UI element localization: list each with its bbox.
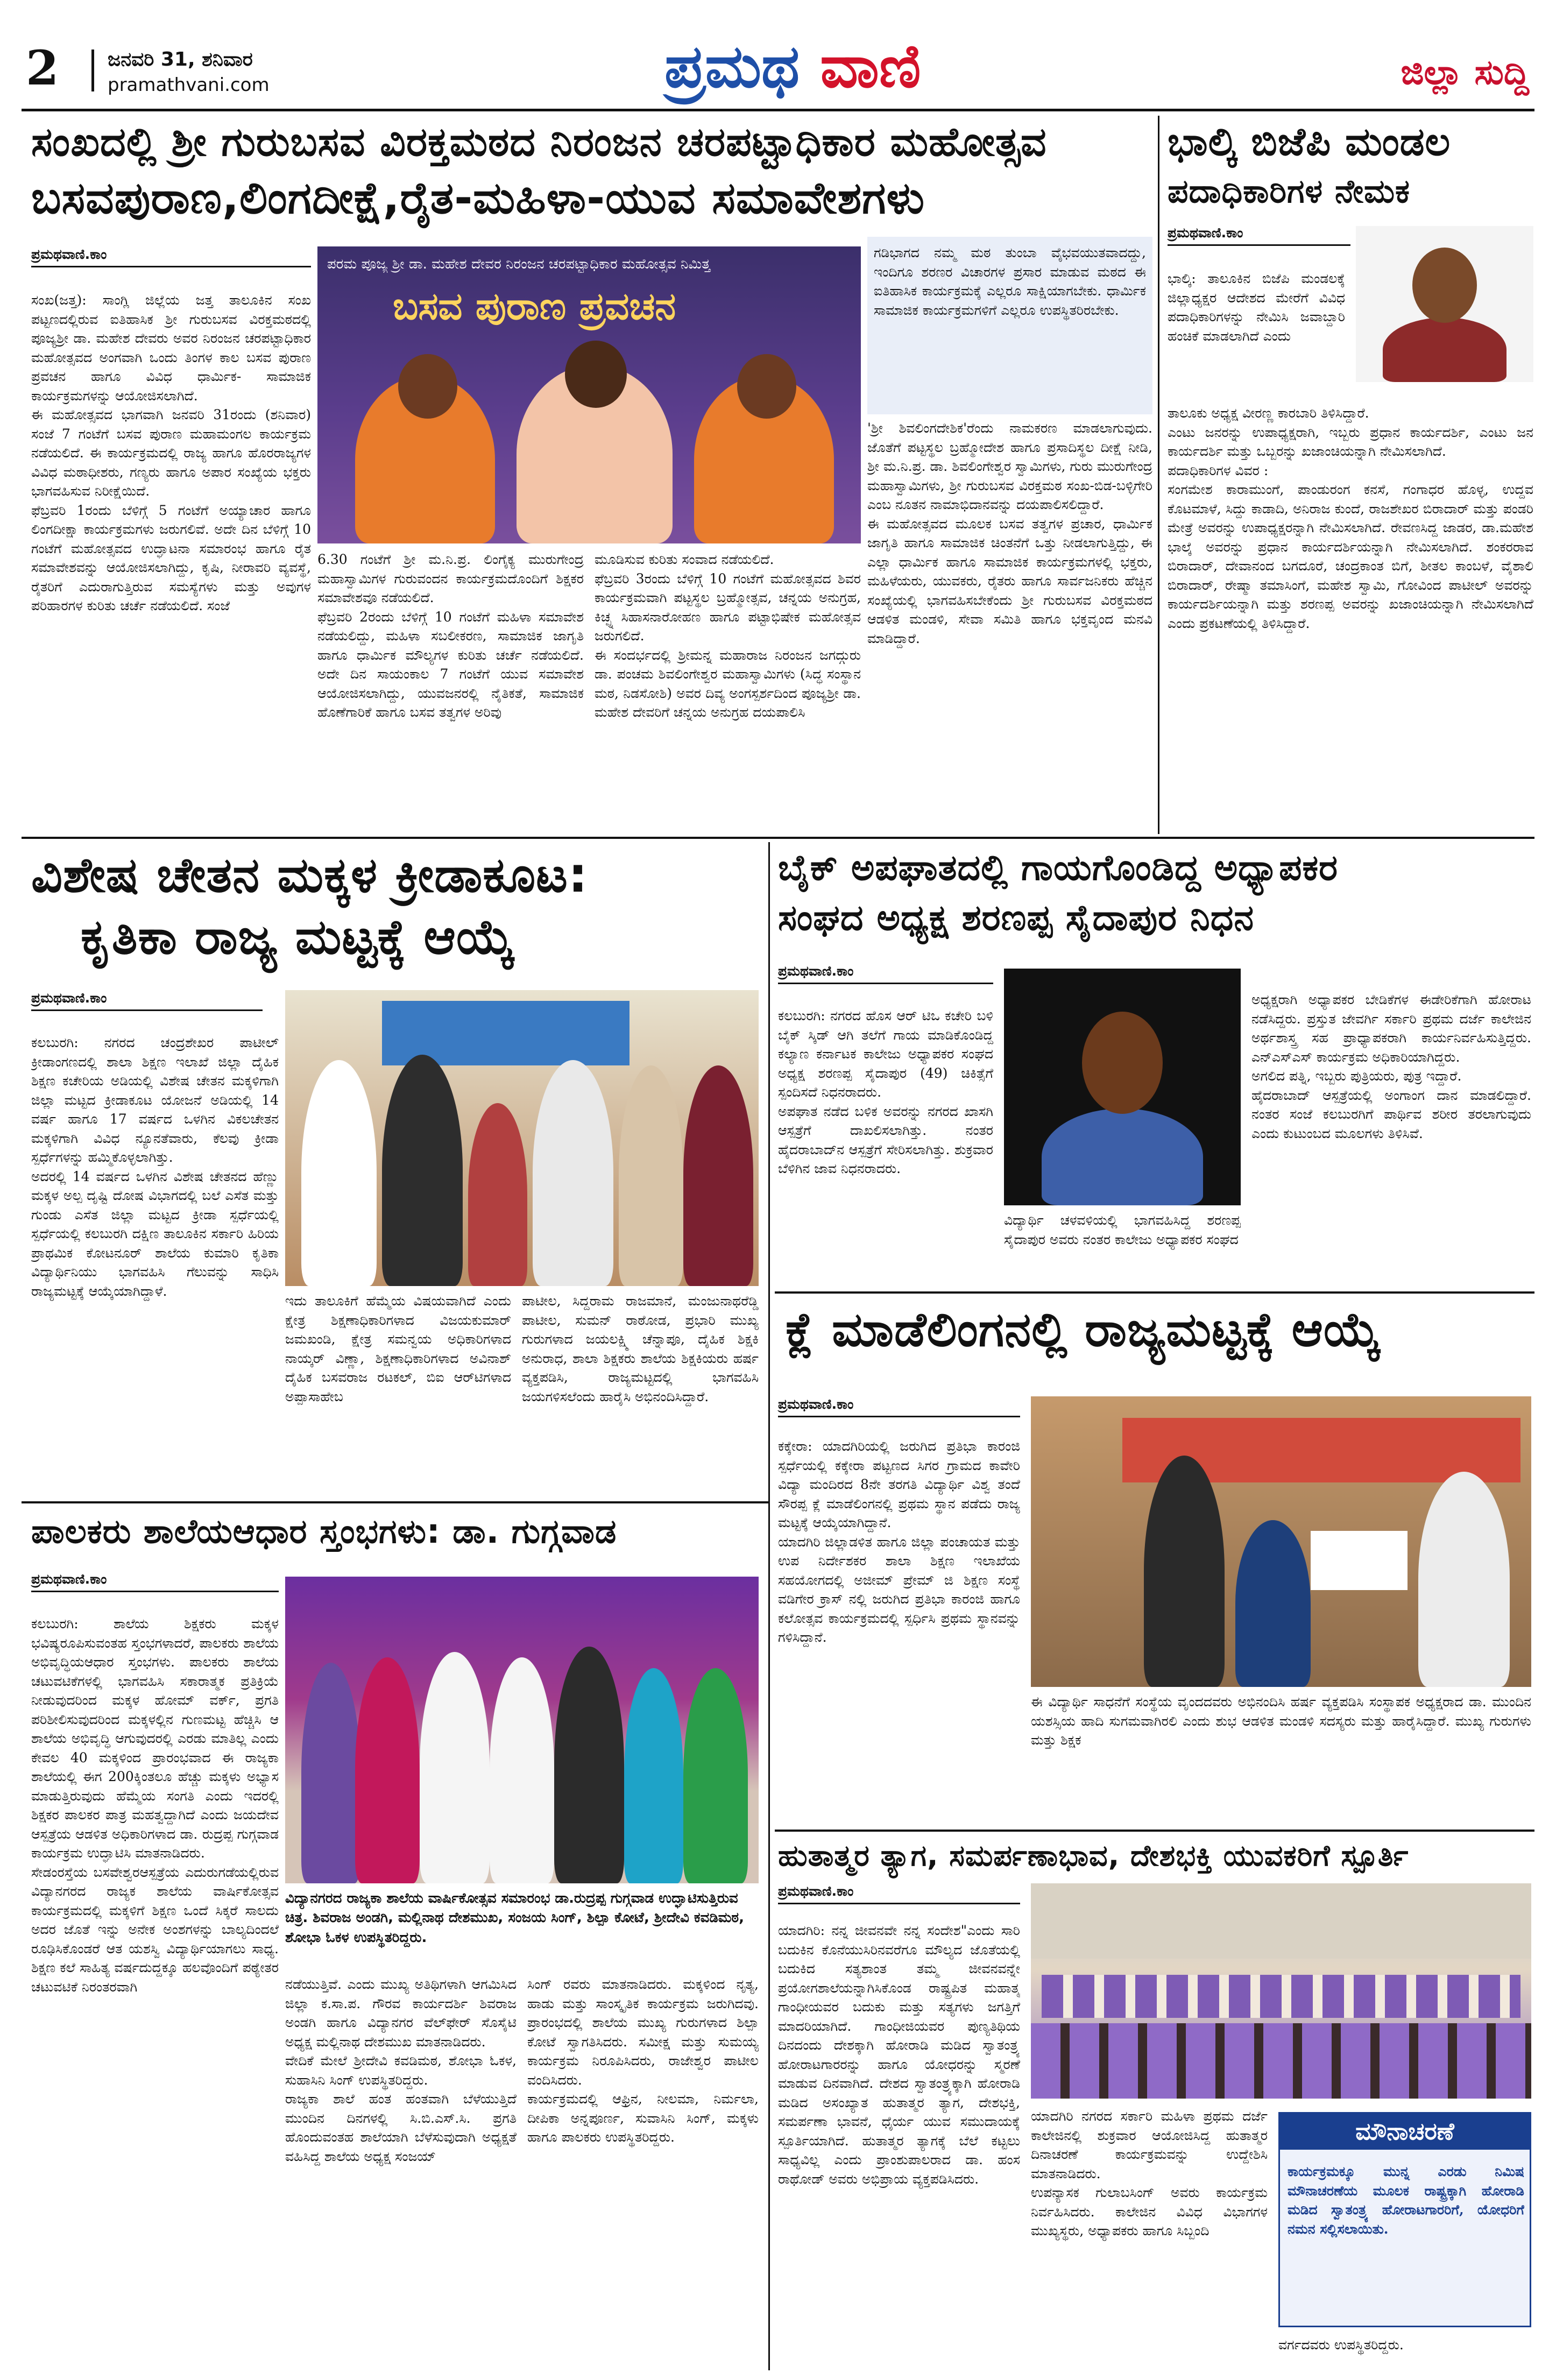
column-rule xyxy=(768,842,770,2370)
section-rule xyxy=(22,837,1534,839)
masthead xyxy=(22,0,1534,108)
story5-column2: ಈ ವಿದ್ಯಾರ್ಥಿ ಸಾಧನೆಗೆ ಸಂಸ್ಥೆಯ ವೃಂದದವರು ಅಭಿನಂದಿಸಿ ಹರ್ಷ ವ್ಯಕ್ತಪಡಿಸಿ ಸಂಸ್ಥಾಪಕ ಅಧ್ಯಕ್ಷರಾದ ಡಾ. ಮುಂದಿನ ಯಶಸ್ಸಿಯ ಹಾದಿ ಸುಗಮವಾಗಿರಲಿ ಎಂದು ಶುಭ ಆಡಳಿತ ಮಂಡಳಿ ಸದಸ್ಯರು ಮತ್ತು ಹಾರೈಸಿದ್ದಾರೆ. ಮುಖ್ಯ ಗುರುಗಳು ಮತ್ತು ಶಿಕ್ಷಕ xyxy=(1031,1694,1531,1748)
maunacharane-box xyxy=(1278,2112,1531,2327)
section-rule xyxy=(22,1501,769,1503)
story1-headline-line1: ಸಂಖದಲ್ಲಿ ಶ್ರೀ ಗುರುಬಸವ ವಿರಕ್ತಮಠದ ನಿರಂಜನ ಚರಪಟ್ಟಾಧಿಕಾರ ಮಹೋತ್ಸವ xyxy=(31,119,1047,165)
person-2 xyxy=(355,1657,420,1883)
section-rule xyxy=(775,1291,1534,1294)
certificate xyxy=(1311,1531,1408,1590)
story1-banner-title: ಬಸವ ಪುರಾಣ ಪ್ರವಚನ xyxy=(393,284,676,328)
edition-date: ಜನವರಿ 31, ಶನಿವಾರ xyxy=(108,48,253,70)
portrait-head xyxy=(1082,1012,1163,1114)
story4-byline: ಪ್ರಮಥವಾಣಿ.ಕಾಂ xyxy=(778,963,993,984)
building-background xyxy=(1031,1883,1531,1959)
story6-photo-caption: ವಿದ್ಯಾನಗರದ ರಾಜ್ಯಕಾ ಶಾಲೆಯ ವಾರ್ಷಿಕೋತ್ಸವ ಸಮಾರಂಭ ಡಾ.ರುದ್ರಪ್ಪ ಗುಗ್ಗವಾಡ ಉದ್ಘಾಟಿಸುತ್ತಿರುವ ಚಿತ್ರ. ಶಿವರಾಜ ಅಂಡಗಿ, ಮಲ್ಲಿನಾಥ ದೇಶಮುಖ, ಸಂಜಯ ಸಿಂಗ್, ಶಿಲ್ಪಾ ಕೋಟೆ, ಶ್ರೀದೇವಿ ಕವಡಿಮಠ, ಶೋಭಾ ಓಕಳ ಉಪಸ್ಥಿತರಿದ್ದರು. xyxy=(285,1890,745,1946)
person-2 xyxy=(382,1055,463,1286)
story4-column1: ಕಲಬುರಗಿ: ನಗರದ ಹೊಸ ಆರ್ ಟಿಒ ಕಚೇರಿ ಬಳಿ ಬೈಕ್ ಸ್ಕಿಡ್ ಆಗಿ ತಲೆಗೆ ಗಾಯ ಮಾಡಿಕೊಂಡಿದ್ದ ಕಲ್ಯಾಣ ಕರ್ನಾಟಕ ಕಾಲೇಜು ಅಧ್ಯಾಪಕರ ಸಂಘದ ಅಧ್ಯಕ್ಷ ಶರಣಪ್ಪ ಸೈದಾಪುರ (49) ಚಿಕಿತ್ಸೆಗೆ ಸ್ಪಂದಿಸದೆ ನಿಧನರಾದರು. ಅಪಘಾತ ನಡೆದ ಬಳಿಕ ಅವರನ್ನು ನಗರದ ಖಾಸಗಿ ಆಸ್ಪತ್ರೆಗೆ ದಾಖಲಿಸಲಾಗಿತ್ತು. ನಂತರ ಹೈದರಾಬಾದ್‌ನ ಆಸ್ಪತ್ರೆಗೆ ಸೇರಿಸಲಾಗಿತ್ತು. ಶುಕ್ರವಾರ ಬೆಳಿಗಿನ ಜಾವ ನಿಧನರಾದರು. xyxy=(778,1008,993,1176)
portrait-shirt xyxy=(1042,1108,1203,1205)
story3-column1: ಕಲಬುರಗಿ: ನಗರದ ಚಂದ್ರಶೇಖರ ಪಾಟೀಲ್ ಕ್ರೀಡಾಂಗಣದಲ್ಲಿ ಶಾಲಾ ಶಿಕ್ಷಣ ಇಲಾಖೆ ಜಿಲ್ಲಾ ದೈಹಿಕ ಶಿಕ್ಷಣ ಕಚೇರಿಯ ಅಡಿಯಲ್ಲಿ ವಿಶೇಷ ಚೇತನ ಮಕ್ಕಳಿಗಾಗಿ ಜಿಲ್ಲಾ ಮಟ್ಟದ ಕ್ರೀಡಾಕೂಟ ಯೋಜನೆ ಅಡಿಯಲ್ಲಿ 14 ವರ್ಷ ಹಾಗೂ 17 ವರ್ಷದ ಒಳಗಿನ ವಿಕಲಚೇತನ ಮಕ್ಕಳಿಗಾಗಿ ವಿವಿಧ ನ್ಯೂನತೆವಾರು, ಕೆಲವು ಕ್ರೀಡಾ ಸ್ಪರ್ಧೆಗಳನ್ನು ಹಮ್ಮಿಕೊಳ್ಳಲಾಗಿತ್ತು. ಅದರಲ್ಲಿ 14 ವರ್ಷದ ಒಳಗಿನ ವಿಶೇಷ ಚೇತನದ ಹೆಣ್ಣು ಮಕ್ಕಳ ಅಲ್ಪ ದೃಷ್ಟಿ ದೋಷ ವಿಭಾಗದಲ್ಲಿ ಬಲೆ ಎಸೆತ ಮತ್ತು ಗುಂಡು ಎಸೆತ ಜಿಲ್ಲಾ ಮಟ್ಟದ ಕ್ರೀಡಾ ಸ್ಪರ್ಧೆಯಲ್ಲಿ ಸ್ಪರ್ಧೆಯಲ್ಲಿ ಕಲಬುರಗಿ ದಕ್ಷಿಣ ತಾಲೂಕಿನ ಸರ್ಕಾರಿ ಹಿರಿಯ ಪ್ರಾಥಮಿಕ ಕೋಟನೂರ್ ಶಾಲೆಯ ಕುಮಾರಿ ಕೃತಿಕಾ ವಿದ್ಯಾರ್ಥಿನಿಯು ಭಾಗವಹಿಸಿ ಗೆಲುವನ್ನು ಸಾಧಿಸಿ ರಾಜ್ಯಮಟ್ಟಕ್ಕೆ ಆಯ್ಕೆಯಾಗಿದ್ದಾಳೆ. xyxy=(31,1035,279,1299)
paper-title-part1: ಪ್ರಮಥ xyxy=(664,32,800,101)
person-5 xyxy=(683,1065,753,1286)
person-left xyxy=(1144,1456,1225,1687)
story2-portrait xyxy=(1356,226,1533,382)
section-rule xyxy=(775,1830,1534,1832)
portrait-head xyxy=(1412,248,1477,323)
story5-byline: ಪ್ರಮಥವಾಣಿ.ಕಾಂ xyxy=(778,1396,1020,1417)
story4-headline-line2: ಸಂಘದ ಅಧ್ಯಕ್ಷ ಶರಣಪ್ಪ ಸೈದಾಪುರ ನಿಧನ xyxy=(778,897,1255,938)
story7-byline: ಪ್ರಮಥವಾಣಿ.ಕಾಂ xyxy=(778,1883,1020,1904)
story6-byline: ಪ್ರಮಥವಾಣಿ.ಕಾಂ xyxy=(31,1571,279,1592)
story4-column2: ಅಧ್ಯಕ್ಷರಾಗಿ ಅಧ್ಯಾಪಕರ ಬೇಡಿಕೆಗಳ ಈಡೇರಿಕೆಗಾಗಿ ಹೋರಾಟ ನಡೆಸಿದ್ದರು. ಪ್ರಸ್ತುತ ಜೇವರ್ಗಿ ಸರ್ಕಾರಿ ಪ್ರಥಮ ದರ್ಜೆ ಕಾಲೇಜಿನ ಅರ್ಥಶಾಸ್ತ್ರ ಸಹ ಪ್ರಾಧ್ಯಾಪಕರಾಗಿ ಕಾರ್ಯನಿರ್ವಹಿಸುತ್ತಿದ್ದರು. ಎನ್‌ಎಸ್‌ಎಸ್ ಕಾರ್ಯಕ್ರಮ ಅಧಿಕಾರಿಯಾಗಿದ್ದರು. ಅಗಲಿದ ಪತ್ನಿ, ಇಬ್ಬರು ಪುತ್ರಿಯರು, ಪುತ್ರ ಇದ್ದಾರೆ. ಹೈದರಾಬಾದ್ ಆಸ್ಪತ್ರೆಯಲ್ಲಿ ಅಂಗಾಂಗ ದಾನ ಮಾಡಲಿದ್ದಾರೆ. ನಂತರ ಸಂಜೆ ಕಲಬುರಗಿಗೆ ಪಾರ್ಥಿವ ಶರೀರ ತರಲಾಗುವುದು ಎಂದು ಕುಟುಂಬದ ಮೂಲಗಳು ತಿಳಿಸಿವೆ. xyxy=(1251,992,1531,1141)
person-4 xyxy=(619,1065,683,1286)
story3-byline: ಪ್ರಮಥವಾಣಿ.ಕಾಂ xyxy=(31,990,263,1011)
story2-intro: ಭಾಲ್ಕಿ: ತಾಲೂಕಿನ ಬಿಜೆಪಿ ಮಂಡಲಕ್ಕೆ ಜಿಲ್ಲಾಧ್ಯಕ್ಷರ ಆದೇಶದ ಮೇರೆಗೆ ವಿವಿಧ ಪದಾಧಿಕಾರಿಗಳನ್ನು ನೇಮಿಸಿ ಜವಾಬ್ದಾರಿ ಹಂಚಿಕೆ ಮಾಡಲಾಗಿದೆ ಎಂದು xyxy=(1168,271,1345,344)
students-row-back xyxy=(1042,1975,1520,2018)
section-label: ಜಿಲ್ಲಾ ಸುದ್ದಿ xyxy=(1401,53,1529,93)
paper-title xyxy=(664,32,921,101)
story3-headline-line1: ವಿಶೇಷ ಚೇತನ ಮಕ್ಕಳ ಕ್ರೀಡಾಕೂಟ: xyxy=(31,847,588,903)
maunacharane-text: ಕಾರ್ಯಕ್ರಮಕ್ಕೂ ಮುನ್ನ ಎರಡು ನಿಮಿಷ ಮೌನಾಚರಣೆಯ ಮೂಲಕ ರಾಷ್ಟ್ರಕ್ಕಾಗಿ ಹೋರಾಡಿ ಮಡಿದ ಸ್ವಾತಂತ್ರ್ಯ ಹೋರಾಟಗಾರರಿಗೆ, ಯೋಧರಿಗೆ ನಮನ ಸಲ್ಲಿಸಲಾಯಿತು. xyxy=(1288,2164,1524,2237)
swami-right-head xyxy=(737,354,796,419)
paper-title-part2: ವಾಣಿ xyxy=(820,32,921,101)
story1-column1: ಸಂಖ(ಜತ್ತ): ಸಾಂಗ್ಲಿ ಜಿಲ್ಲೆಯ ಜತ್ತ ತಾಲೂಕಿನ ಸಂಖ ಪಟ್ಟಣದಲ್ಲಿರುವ ಐತಿಹಾಸಿಕ ಶ್ರೀ ಗುರುಬಸವ ವಿರಕ್ತಮಠದಲ್ಲಿ ಪೂಜ್ಯಶ್ರೀ ಡಾ. ಮಹೇಶ ದೇವರು ಅವರ ನಿರಂಜನ ಚರಪಟ್ಟಾಧಿಕಾರ ಮಹೋತ್ಸವದ ಅಂಗವಾಗಿ ಒಂದು ತಿಂಗಳ ಕಾಲ ಬಸವ ಪುರಾಣ ಪ್ರವಚನ ಹಾಗೂ ವಿವಿಧ ಧಾರ್ಮಿಕ- ಸಾಮಾಜಿಕ ಕಾರ್ಯಕ್ರಮಗಳನ್ನು ಆಯೋಜಿಸಲಾಗಿದೆ. ಈ ಮಹೋತ್ಸವದ ಭಾಗವಾಗಿ ಜನವರಿ 31ರಂದು (ಶನಿವಾರ) ಸಂಜೆ 7 ಗಂಟೆಗೆ ಬಸವ ಪುರಾಣ ಮಹಾಮಂಗಲ ಕಾರ್ಯಕ್ರಮ ನಡೆಯಲಿದೆ. ಈ ಕಾರ್ಯಕ್ರಮದಲ್ಲಿ ರಾಜ್ಯ ಹಾಗೂ ಹೊರರಾಜ್ಯಗಳ ವಿವಿಧ ಮಠಾಧೀಶರು, ಗಣ್ಯರು ಹಾಗೂ ಅಪಾರ ಸಂಖ್ಯೆಯ ಭಕ್ತರು ಭಾಗವಹಿಸುವ ನಿರೀಕ್ಷೆಯಿದೆ. ಫೆಬ್ರವರಿ 1ರಂದು ಬೆಳಿಗ್ಗೆ 5 ಗಂಟೆಗೆ ಅಯ್ಯಾಚಾರ ಹಾಗೂ ಲಿಂಗದೀಕ್ಷಾ ಕಾರ್ಯಕ್ರಮಗಳು ಜರುಗಲಿವೆ. ಅದೇ ದಿನ ಬೆಳಿಗ್ಗೆ 10 ಗಂಟೆಗೆ ಮಹೋತ್ಸವದ ಉದ್ಘಾಟನಾ ಸಮಾರಂಭ ಹಾಗೂ ರೈತ ಸಮಾವೇಶವನ್ನು ಆಯೋಜಿಸಲಾಗಿದ್ದು, ಕೃಷಿ, ನೀರಾವರಿ ವ್ಯವಸ್ಥೆ, ರೈತರಿಗೆ ಎದುರಾಗುತ್ತಿರುವ ಸಮಸ್ಯೆಗಳು ಮತ್ತು ಅವುಗಳ ಪರಿಹಾರಗಳ ಕುರಿತು ಚರ್ಚೆ ನಡೆಯಲಿದೆ. ಸಂಜೆ xyxy=(31,292,311,613)
person-3 xyxy=(420,1652,490,1883)
story3-headline-line2: ಕೃತಿಕಾ ರಾಜ್ಯ ಮಟ್ಟಕ್ಕೆ ಆಯ್ಕೆ xyxy=(81,909,515,965)
person-1 xyxy=(301,1663,360,1883)
website-link[interactable]: pramathvani.com xyxy=(108,74,270,96)
story7-headline: ಹುತಾತ್ಮರ ತ್ಯಾಗ, ಸಮರ್ಪಣಾಭಾವ, ದೇಶಭಕ್ತಿ ಯುವಕರಿಗೆ ಸ್ಪೂರ್ತಿ xyxy=(778,1839,1409,1873)
story3-photo xyxy=(285,990,759,1286)
masthead-rule xyxy=(22,109,1534,111)
story4-portrait xyxy=(1004,969,1241,1205)
story3-column3: ಪಾಟೀಲ, ಸಿದ್ದರಾಮ ರಾಜಮಾನೆ, ಮಂಜುನಾಥರೆಡ್ಡಿ ಪಾಟೀಲ, ಸುಮನ್ ರಾಠೋಡ, ಪ್ರಭಾರಿ ಮುಖ್ಯ ಗುರುಗಳಾದ ಜಯಲಕ್ಷ್ಮಿ ಚೆನ್ನಾಪೂ, ದೈಹಿಕ ಶಿಕ್ಷಕಿ ಅನುರಾಧ, ಶಾಲಾ ಶಿಕ್ಷಕರು ಶಾಲೆಯ ಶಿಕ್ಷಕಿಯರು ಹರ್ಷ ವ್ಯಕ್ತಪಡಿಸಿ, ರಾಜ್ಯಮಟ್ಟದಲ್ಲಿ ಭಾಗವಹಿಸಿ ಜಯಗಳಿಸಲೆಂದು ಹಾರೈಸಿ ಅಭಿನಂದಿಸಿದ್ದಾರೆ. xyxy=(522,1293,759,1404)
story6-column1: ಕಲಬುರಗಿ: ಶಾಲೆಯ ಶಿಕ್ಷಕರು ಮಕ್ಕಳ ಭವಿಷ್ಯರೂಪಿಸುವಂತಹ ಸ್ತಂಭಗಳಾದರೆ, ಪಾಲಕರು ಶಾಲೆಯ ಅಭಿವೃದ್ಧಿಯಆಧಾರ ಸ್ತಂಭಗಳು. ಪಾಲಕರು ಶಾಲೆಯ ಚಟುವಟಿಕೆಗಳಲ್ಲಿ ಭಾಗವಹಿಸಿ ಸಕಾರಾತ್ಮಕ ಪ್ರತಿಕ್ರಿಯೆ ನೀಡುವುದರಿಂದ ಮಕ್ಕಳ ಹೋಮ್ ವರ್ಕ್, ಪ್ರಗತಿ ಪರಿಶೀಲಿಸುವುದರಿಂದ ಮಕ್ಕಳಲ್ಲಿನ ಗುಣಮಟ್ಟ ಹೆಚ್ಚಿಸಿ ಆ ಶಾಲೆಯ ಅಭಿವೃದ್ಧಿ ಆಗುವುದರಲ್ಲಿ ಎರಡು ಮಾತಿಲ್ಲ ಎಂದು ಕೇವಲ 40 ಮಕ್ಕಳಿಂದ ಪ್ರಾರಂಭವಾದ ಈ ರಾಜ್ಯಕಾ ಶಾಲೆಯಲ್ಲಿ ಈಗ 200ಕ್ಕಿಂತಲೂ ಹೆಚ್ಚು ಮಕ್ಕಳು ಅಭ್ಯಾಸ ಮಾಡುತ್ತಿರುವುದು ಹೆಮ್ಮೆಯ ಸಂಗತಿ ಎಂದು ಇದರಲ್ಲಿ ಶಿಕ್ಷಕರ ಪಾಲಕರ ಪಾತ್ರ ಮಹತ್ವದ್ದಾಗಿದೆ ಎಂದು ಜಯದೇವ ಆಸ್ಪತ್ರೆಯ ಆಡಳಿತ ಅಧಿಕಾರಿಗಳಾದ ಡಾ. ರುದ್ರಪ್ಪ ಗುಗ್ಗವಾಡ ಕಾರ್ಯಕ್ರಮ ಉದ್ಘಾಟಿಸಿ ಮಾತನಾಡಿದರು. ಸೇಡಂರಸ್ತೆಯ ಬಸವೇಶ್ವರಆಸ್ಪತ್ರೆಯ ಎದುರುಗಡೆಯಲ್ಲಿರುವ ವಿದ್ಯಾನಗರದ ರಾಜ್ಯಕ ಶಾಲೆಯ ವಾರ್ಷಿಕೋತ್ಸವ ಕಾರ್ಯಕ್ರಮದಲ್ಲಿ ಮಕ್ಕಳಿಗೆ ಶಿಕ್ಷಣ ಒಂದೆ ಸಿಕ್ಕರೆ ಸಾಲದು ಅದರ ಜೊತೆ ಇನ್ನು ಅನೇಕ ಅಂಶಗಳನ್ನು ಬಾಲ್ಯದಿಂದಲೆ ರೂಢಿಸಿಕೊಂಡರೆ ಆತ ಯಶಸ್ವಿ ವಿದ್ಯಾರ್ಥಿಯಾಗಲು ಸಾಧ್ಯ. ಶಿಕ್ಷಣ ಕಲೆ ಸಾಹಿತ್ಯ ವರ್ಷದುದ್ದಕ್ಕೂ ಹಲವೊಂದಿಗೆ ಪಠ್ಯೇತರ ಚಟುವಟಿಕೆ ನಿರಂತರವಾಗಿ xyxy=(31,1616,279,1995)
swami-center-head xyxy=(565,341,627,408)
person-right xyxy=(1418,1472,1510,1687)
person-5 xyxy=(554,1647,624,1883)
story1-column2: 6.30 ಗಂಟೆಗೆ ಶ್ರೀ ಮ.ನಿ.ಪ್ರ. ಲಿಂಗೈಕ್ಯ ಮುರುಗೇಂದ್ರ ಮಹಾಸ್ವಾಮಿಗಳ ಗುರುವಂದನ ಕಾರ್ಯಕ್ರಮದೊಂದಿಗೆ ಶಿಕ್ಷಕರ ಸಮಾವೇಶವೂ ನಡೆಯಲಿದೆ. ಫೆಬ್ರವರಿ 2ರಂದು ಬೆಳಿಗ್ಗೆ 10 ಗಂಟೆಗೆ ಮಹಿಳಾ ಸಮಾವೇಶ ನಡೆಯಲಿದ್ದು, ಮಹಿಳಾ ಸಬಲೀಕರಣ, ಸಾಮಾಜಿಕ ಜಾಗೃತಿ ಹಾಗೂ ಧಾರ್ಮಿಕ ಮೌಲ್ಯಗಳ ಕುರಿತು ಚರ್ಚೆ ನಡೆಯಲಿದೆ. ಅದೇ ದಿನ ಸಾಯಂಕಾಲ 7 ಗಂಟೆಗೆ ಯುವ ಸಮಾವೇಶ ಆಯೋಜಿಸಲಾಗಿದ್ದು, ಯುವಜನರಲ್ಲಿ ನೈತಿಕತೆ, ಸಾಮಾಜಿಕ ಹೊಣೆಗಾರಿಕೆ ಹಾಗೂ ಬಸವ ತತ್ವಗಳ ಅರಿವು xyxy=(317,552,584,720)
story2-byline: ಪ್ರಮಥವಾಣಿ.ಕಾಂ xyxy=(1168,225,1350,246)
story5-column1: ಕಕ್ಕೇರಾ: ಯಾದಗಿರಿಯಲ್ಲಿ ಜರುಗಿದ ಪ್ರತಿಭಾ ಕಾರಂಜಿ ಸ್ಪರ್ಧೆಯಲ್ಲಿ ಕಕ್ಕೇರಾ ಪಟ್ಟಣದ ಸಿಗರ ಗ್ರಾಮದ ಕಾವೇರಿ ವಿದ್ಯಾ ಮಂದಿರದ 8ನೇ ತರಗತಿ ವಿದ್ಯಾರ್ಥಿ ವಿಶ್ವ ತಂದೆ ಸೌರಪ್ಪ ಕ್ಲೆ ಮಾಡೆಲಿಂಗನಲ್ಲಿ ಪ್ರಥಮ ಸ್ಥಾನ ಪಡೆದು ರಾಜ್ಯ ಮಟ್ಟಕ್ಕೆ ಆಯ್ಕೆಯಾಗಿದ್ದಾನೆ. ಯಾದಗಿರಿ ಜಿಲ್ಲಾಡಳಿತ ಹಾಗೂ ಜಿಲ್ಲಾ ಪಂಚಾಯತ ಮತ್ತು ಉಪ ನಿರ್ದೇಶಕರ ಶಾಲಾ ಶಿಕ್ಷಣ ಇಲಾಖೆಯ ಸಹಯೋಗದಲ್ಲಿ ಅಜೀಮ್ ಪ್ರೇಮ್ ಜಿ ಶಿಕ್ಷಣ ಸಂಸ್ಥೆ ವಡಿಗೇರ ಕ್ರಾಸ್ ನಲ್ಲಿ ಜರುಗಿದ ಪ್ರತಿಭಾ ಕಾರಂಜಿ ಹಾಗೂ ಕಲೋತ್ಸವ ಕಾರ್ಯಕ್ರಮದಲ್ಲಿ ಸ್ಪರ್ಧಿಸಿ ಪ್ರಥಮ ಸ್ಥಾನವನ್ನು ಗಳಿಸಿದ್ದಾನೆ. xyxy=(778,1438,1020,1645)
story1-photo xyxy=(317,246,861,543)
story4-headline-line1: ಬೈಕ್ ಅಪಘಾತದಲ್ಲಿ ಗಾಯಗೊಂಡಿದ್ದ ಅಧ್ಯಾಪಕರ xyxy=(778,847,1339,888)
story2-headline-line2: ಪದಾಧಿಕಾರಿಗಳ ನೇಮಕ xyxy=(1168,173,1411,210)
story2-headline-line1: ಭಾಲ್ಕಿ ಬಿಜೆಪಿ ಮಂಡಲ xyxy=(1168,119,1451,164)
portrait-shirt xyxy=(1383,317,1507,382)
story1-headline-line2: ಬಸವಪುರಾಣ,ಲಿಂಗದೀಕ್ಷೆ,ರೈತ-ಮಹಿಳಾ-ಯುವ ಸಮಾವೇಶಗಳು xyxy=(31,173,925,224)
student-figure xyxy=(1235,1520,1311,1687)
swami-left-head xyxy=(398,354,457,419)
story6-photo xyxy=(285,1577,759,1883)
story1-sidebar-quote: ಗಡಿಭಾಗದ ನಮ್ಮ ಮಠ ತುಂಬಾ ವೈಭವಯುತವಾದದ್ದು, ಇಂದಿಗೂ ಶರಣರ ವಿಚಾರಗಳ ಪ್ರಸಾರ ಮಾಡುವ ಮಠದ ಈ ಐತಿಹಾಸಿಕ ಕಾರ್ಯಕ್ರಮಕ್ಕೆ ಎಲ್ಲರೂ ಸಾಕ್ಷಿಯಾಗಬೇಕು. ಧಾರ್ಮಿಕ ಸಾಮಾಜಿಕ ಕಾರ್ಯಕ್ರಮಗಳಿಗೆ ಎಲ್ಲರೂ ಉಪಸ್ಥಿತರಿರಬೇಕು. xyxy=(867,237,1152,414)
story7-column1: ಯಾದಗಿರಿ: ನನ್ನ ಜೀವನವೇ ನನ್ನ ಸಂದೇಶ"ಎಂದು ಸಾರಿ ಬದುಕಿನ ಕೊನೆಯುಸಿರಿನವರೆಗೂ ಮೌಲ್ಯದ ಜೊತೆಯಲ್ಲಿ ಬದುಕಿದ ಸತ್ಯಶಾಂತ ತಮ್ಮ ಜೀವನವನ್ನೇ ಪ್ರಯೋಗಶಾಲೆಯನ್ನಾಗಿಸಿಕೊಂಡ ರಾಷ್ಟ್ರಪಿತ ಮಹಾತ್ಮ ಗಾಂಧೀಯವರ ಬದುಕು ಮತ್ತು ಸತ್ಯಗಳು ಜಗತ್ತಿಗೆ ಮಾದರಿಯಾಗಿದೆ. ಗಾಂಧೀಜಿಯವರ ಪುಣ್ಯತಿಥಿಯ ದಿನದಂದು ದೇಶಕ್ಕಾಗಿ ಹೋರಾಡಿ ಮಡಿದ ಸ್ವಾತಂತ್ರ್ಯ ಹೋರಾಟಗಾರರನ್ನು ಹಾಗೂ ಯೋಧರನ್ನು ಸ್ಮರಣೆ ಮಾಡುವ ದಿನವಾಗಿದೆ. ದೇಶದ ಸ್ವಾತಂತ್ರ್ಯಕ್ಕಾಗಿ ಹೋರಾಡಿ ಮಡಿದ ಅಸಂಖ್ಯಾತ ಹುತಾತ್ಮರ ತ್ಯಾಗ, ದೇಶಭಕ್ತಿ, ಸಮರ್ಪಣಾ ಭಾವನೆ, ಧೈರ್ಯ ಯುವ ಸಮುದಾಯಕ್ಕೆ ಸ್ಪೂರ್ತಿಯಾಗಿದೆ. ಹುತಾತ್ಮರ ತ್ಯಾಗಕ್ಕೆ ಬೆಲೆ ಕಟ್ಟಲು ಸಾಧ್ಯವಿಲ್ಲ ಎಂದು ಪ್ರಾಂಶುಪಾಲರಾದ ಡಾ. ಹಂಸ ರಾಥೋಡ್ ಅವರು ಅಭಿಪ್ರಾಯ ವ್ಯಕ್ತಪಡಿಸಿದರು. xyxy=(778,1923,1020,2187)
page-number: 2 xyxy=(26,40,59,96)
story6-headline: ಪಾಲಕರು ಶಾಲೆಯಆಧಾರ ಸ್ತಂಭಗಳು: ಡಾ. ಗುಗ್ಗವಾಡ xyxy=(31,1512,617,1551)
person-4 xyxy=(490,1657,554,1883)
students-row-front xyxy=(1031,2023,1531,2099)
person-6 xyxy=(624,1668,683,1883)
person-3 xyxy=(533,1060,613,1286)
story7-photo xyxy=(1031,1883,1531,2099)
person-7 xyxy=(683,1668,748,1883)
story1-column3: ಮೂಡಿಸುವ ಕುರಿತು ಸಂವಾದ ನಡೆಯಲಿದೆ. ಫೆಬ್ರವರಿ 3ರಂದು ಬೆಳಿಗ್ಗೆ 10 ಗಂಟೆಗೆ ಮಹೋತ್ಸವದ ಶಿವರ ಕಾರ್ಯಕ್ರಮವಾಗಿ ಪಟ್ಟಸ್ಥಲ ಬ್ರಹ್ಮೋತ್ಸವ, ಚನ್ನಯ ಅನುಗ್ರಹ, ಕಿಚ್ಛ್ನ ಸಿಹಾಸನಾರೋಹಣ ಹಾಗೂ ಪಟ್ಟಾಭಿಷೇಕ ಮಹೋತ್ಸವ ಜರುಗಲಿದೆ. ಈ ಸಂದರ್ಭದಲ್ಲಿ ಶ್ರೀಮನ್ನ ಮಹಾರಾಜ ನಿರಂಜನ ಜಗದ್ಗುರು ಡಾ. ಪಂಚಮ ಶಿವಲಿಂಗೇಶ್ವರ ಮಹಾಸ್ವಾಮಿಗಳು (ಸಿದ್ಧ ಸಂಸ್ಥಾನ ಮಠ, ನಿಡಸೋಶಿ) ಅವರ ದಿವ್ಯ ಅಂಗಸ್ಪರ್ಶದಿಂದ ಪೂಜ್ಯಶ್ರೀ ಡಾ. ಮಹೇಶ ದೇವರಿಗೆ ಚನ್ನಯ ಅನುಗ್ರಹ ದಯಪಾಲಿಸಿ xyxy=(595,552,861,720)
story2-body: ತಾಲೂಕು ಅಧ್ಯಕ್ಷ ವೀರಣ್ಣ ಕಾರಬಾರಿ ತಿಳಿಸಿದ್ದಾರೆ. ಎಂಟು ಜನರನ್ನು ಉಪಾಧ್ಯಕ್ಷರಾಗಿ, ಇಬ್ಬರು ಪ್ರಧಾನ ಕಾರ್ಯದರ್ಶಿ, ಎಂಟು ಜನ ಕಾರ್ಯದರ್ಶಿ ಮತ್ತು ಒಬ್ಬರನ್ನು ಖಜಾಂಚಿಯನ್ನಾಗಿ ನೇಮಿಸಲಾಗಿದೆ. ಪದಾಧಿಕಾರಿಗಳ ವಿವರ : ಸಂಗಮೇಶ ಕಾರಾಮುಂಗೆ, ಪಾಂಡುರಂಗ ಕನಸೆ, ಗಂಗಾಧರ ಹೊಳ್ಳ, ಉದ್ದವ ಕೊಟಮಾಳೆ, ಸಿದ್ದು ಕಾಡಾದಿ, ಅನಿರಾಜ ಕುಂದೆ, ರಾಜಶೇಖರ ಬಿರಾದಾರ್ ಮತ್ತು ಪಂಡರಿ ಮೇತ್ರೆ ಅವರನ್ನು ಉಪಾಧ್ಯಕ್ಷರನ್ನಾಗಿ ನೇಮಿಸಲಾಗಿದೆ. ರೇವಣಸಿದ್ದ ಜಾಡರ, ಡಾ.ಮಹೇಶ ಭಾಲ್ಕೆ ಅವರನ್ನು ಪ್ರಧಾನ ಕಾರ್ಯದರ್ಶಿಯನ್ನಾಗಿ ನೇಮಿಸಲಾಗಿದೆ. ಶಂಕರರಾವ ಬಿರಾದಾರ್, ದೇವಾನಂದ ಬಗದೂರೆ, ಚಂದ್ರಕಾಂತ ಬಿಗೆ, ಶೀತಲ ಕಾಂಬಳೆ, ವೈಶಾಲಿ ಬಿರಾದಾರ್, ರೇಷ್ಮಾ ತಮಾಸಿಂಗೆ, ಮಹೇಶ ಸ್ವಾಮಿ, ಗೋವಿಂದ ಪಾಟೀಲ್ ಅವರನ್ನು ಕಾರ್ಯದರ್ಶಿಯನ್ನಾಗಿ ಮತ್ತು ಶರಣಪ್ಪ ಅವರನ್ನು ಖಜಾಂಚಿಯನ್ನಾಗಿ ನೇಮಿಸಲಾಗಿದೆ ಎಂದು ಪ್ರಕಟಣೆಯಲ್ಲಿ ತಿಳಿಸಿದ್ದಾರೆ. xyxy=(1168,405,1533,631)
story5-headline: ಕ್ಲೆ ಮಾಡೆಲಿಂಗನಲ್ಲಿ ರಾಜ್ಯಮಟ್ಟಕ್ಕೆ ಆಯ್ಕೆ xyxy=(786,1302,1382,1357)
story7-column2: ಯಾದಗಿರಿ ನಗರದ ಸರ್ಕಾರಿ ಮಹಿಳಾ ಪ್ರಥಮ ದರ್ಜೆ ಕಾಲೇಜಿನಲ್ಲಿ ಶುಕ್ರವಾರ ಆಯೋಜಿಸಿದ್ದ ಹುತಾತ್ಮರ ದಿನಾಚರಣೆ ಕಾರ್ಯಕ್ರಮವನ್ನು ಉದ್ದೇಶಿಸಿ ಮಾತನಾಡಿದರು. ಉಪನ್ಯಾಸಕ ಗುಲಾಬಸಿಂಗ್ ಅವರು ಕಾರ್ಯಕ್ರಮ ನಿರ್ವಹಿಸಿದರು. ಕಾಲೇಜಿನ ವಿವಿಧ ವಿಭಾಗಗಳ ಮುಖ್ಯಸ್ಥರು, ಅಧ್ಯಾಪಕರು ಹಾಗೂ ಸಿಬ್ಬಂದಿ xyxy=(1031,2108,1268,2238)
story1-banner-line1: ಪರಮ ಪೂಜ್ಯ ಶ್ರೀ ಡಾ. ಮಹೇಶ ದೇವರ ನಿರಂಜನ ಚರಪಟ್ಟಾಧಿಕಾರ ಮಹೋತ್ಸವ ನಿಮಿತ್ತ xyxy=(327,256,711,272)
story6-column3: ಸಿಂಗ್ ರವರು ಮಾತನಾಡಿದರು. ಮಕ್ಕಳಿಂದ ನೃತ್ಯ, ಹಾಡು ಮತ್ತು ಸಾಂಸ್ಕೃತಿಕ ಕಾರ್ಯಕ್ರಮ ಜರುಗಿದವು. ಪ್ರಾರಂಭದಲ್ಲಿ ಶಾಲೆಯ ಮುಖ್ಯ ಗುರುಗಳಾದ ಶಿಲ್ಪಾ ಕೋಟೆ ಸ್ವಾಗತಿಸಿದರು. ಸಮೀಕ್ಷ ಮತ್ತು ಸುಮಯ್ಯ ಕಾರ್ಯಕ್ರಮ ನಿರೂಪಿಸಿದರು, ರಾಜೇಶ್ವರ ಪಾಟೀಲ ವಂದಿಸಿದರು. ಕಾರ್ಯಕ್ರಮದಲ್ಲಿ ಆಫ್ರಿನ, ನೀಲಮಾ, ನಿರ್ಮಲಾ, ದೀಪಿಕಾ ಅನ್ನಪೂರ್ಣ, ಸುವಾಸಿನಿ ಸಿಂಗ್, ಮಕ್ಕಳು ಹಾಗೂ ಪಾಲಕರು ಉಪಸ್ಥಿತರಿದ್ದರು. xyxy=(527,1976,759,2145)
story7-after-box: ವರ್ಗದವರು ಉಪಸ್ಥಿತರಿದ್ದರು. xyxy=(1278,2337,1404,2353)
story4-photo-caption: ವಿದ್ಯಾರ್ಥಿ ಚಳವಳಿಯಲ್ಲಿ ಭಾಗವಹಿಸಿದ್ದ ಶರಣಪ್ಪ ಸೈದಾಪುರ ಅವರು ನಂತರ ಕಾಲೇಜು ಅಧ್ಯಾಪಕರ ಸಂಘದ xyxy=(1004,1212,1241,1247)
story5-photo xyxy=(1031,1396,1531,1687)
column-rule xyxy=(1158,116,1159,834)
story1-byline: ಪ್ರಮಥವಾಣಿ.ಕಾಂ xyxy=(31,246,311,267)
student-figure xyxy=(468,1103,527,1286)
story6-column2: ನಡೆಯುತ್ತಿವೆ. ಎಂದು ಮುಖ್ಯ ಅತಿಥಿಗಳಾಗಿ ಆಗಮಿಸಿದ ಜಿಲ್ಲಾ ಕ.ಸಾ.ಪ. ಗೌರವ ಕಾರ್ಯದರ್ಶಿ ಶಿವರಾಜ ಅಂಡಗಿ ಹಾಗೂ ವಿದ್ಯಾನಗರ ವೆಲ್‌ಫೇರ್ ಸೊಸೈಟಿ ಅಧ್ಯಕ್ಷ ಮಲ್ಲಿನಾಥ ದೇಶಮುಖ ಮಾತನಾಡಿದರು. ವೇದಿಕೆ ಮೇಲೆ ಶ್ರೀದೇವಿ ಕವಡಿಮಠ, ಶೋಭಾ ಓಕಳ, ಸುಹಾಸಿನಿ ಸಿಂಗ್ ಉಪಸ್ಥಿತರಿದ್ದರು. ರಾಜ್ಯಕಾ ಶಾಲೆ ಹಂತ ಹಂತವಾಗಿ ಬೆಳೆಯುತ್ತಿದೆ ಮುಂದಿನ ದಿನಗಳಲ್ಲಿ ಸಿ.ಬಿ.ಎಸ್.ಸಿ. ಪ್ರಗತಿ ಹೊಂದುವಂತಹ ಶಾಲೆಯಾಗಿ ಬೆಳೆಸುವುದಾಗಿ ಅಧ್ಯಕ್ಷತೆ ವಹಿಸಿದ್ದ ಶಾಲೆಯ ಅಧ್ಯಕ್ಷ ಸಂಜಯ್ xyxy=(285,1976,517,2164)
maunacharane-title: ಮೌನಾಚರಣೆ xyxy=(1280,2114,1530,2150)
story3-column2: ಇದು ತಾಲೂಕಿಗೆ ಹೆಮ್ಮೆಯ ವಿಷಯವಾಗಿದೆ ಎಂದು ಕ್ಷೇತ್ರ ಶಿಕ್ಷಣಾಧಿಕಾರಿಗಳಾದ ವಿಜಯಕುಮಾರ್ ಜಮಖಂಡಿ, ಕ್ಷೇತ್ರ ಸಮನ್ವಯ ಅಧಿಕಾರಿಗಳಾದ ನಾಯ್ಕರ್ ವಿಣ್ಣಾ, ಶಿಕ್ಷಣಾಧಿಕಾರಿಗಳಾದ ಅವಿನಾಶ್ ದೈಹಿಕ ಬಸವರಾಜ ರಟಕಲ್, ಬಿಐ ಆರ್‌ಟಿಗಳಾದ ಅಪ್ಪಾಸಾಹೇಬ xyxy=(285,1293,511,1404)
masthead-divider xyxy=(91,50,94,91)
story1-column4: 'ಶ್ರೀ ಶಿವಲಿಂಗದೇಶಿಕ'ರೆಂದು ನಾಮಕರಣ ಮಾಡಲಾಗುವುದು. ಜೊತೆಗೆ ಪಟ್ಟಸ್ಥಲ ಬ್ರಹ್ಮೋದೇಶ ಹಾಗೂ ಪ್ರಸಾದಿಸ್ಥಲ ದೀಕ್ಷೆ ನೀಡಿ, ಶ್ರೀ ಮ.ನಿ.ಪ್ರ. ಡಾ. ಶಿವಲಿಂಗೇಶ್ವರ ಸ್ವಾಮಿಗಳು, ಗುರು ಮುರುಗೇಂದ್ರ ಮಹಾಸ್ವಾಮಿಗಳು, ಶ್ರೀ ಗುರುಬಸವ ವಿರಕ್ತಮಠ ಸಂಖ-ಬಿಡ-ಬಳ್ಳಿಗೇರಿ ಎಂಬ ನೂತನ ನಾಮಾಭಿದಾನವನ್ನು ದಯಪಾಲಿಸಲಿದ್ದಾರೆ. ಈ ಮಹೋತ್ಸವದ ಮೂಲಕ ಬಸವ ತತ್ವಗಳ ಪ್ರಚಾರ, ಧಾರ್ಮಿಕ ಜಾಗೃತಿ ಹಾಗೂ ಸಾಮಾಜಿಕ ಚಿಂತನೆಗೆ ಒತ್ತು ನೀಡಲಾಗುತ್ತಿದ್ದು, ಈ ಎಲ್ಲಾ ಧಾರ್ಮಿಕ ಹಾಗೂ ಸಾಮಾಜಿಕ ಕಾರ್ಯಕ್ರಮಗಳಲ್ಲಿ ಭಕ್ತರು, ಮಹಿಳೆಯರು, ಯುವಕರು, ರೈತರು ಹಾಗೂ ಸಾರ್ವಜನಿಕರು ಹೆಚ್ಚಿನ ಸಂಖ್ಯೆಯಲ್ಲಿ ಭಾಗವಹಿಸಬೇಕೆಂದು ಶ್ರೀ ಗುರುಬಸವ ವಿರಕ್ತಮಠದ ಆಡಳಿತ ಮಂಡಳಿ, ಸೇವಾ ಸಮಿತಿ ಹಾಗೂ ಭಕ್ತವೃಂದ ಮನವಿ ಮಾಡಿದ್ದಾರೆ. xyxy=(867,420,1152,646)
person-1 xyxy=(301,1060,377,1286)
